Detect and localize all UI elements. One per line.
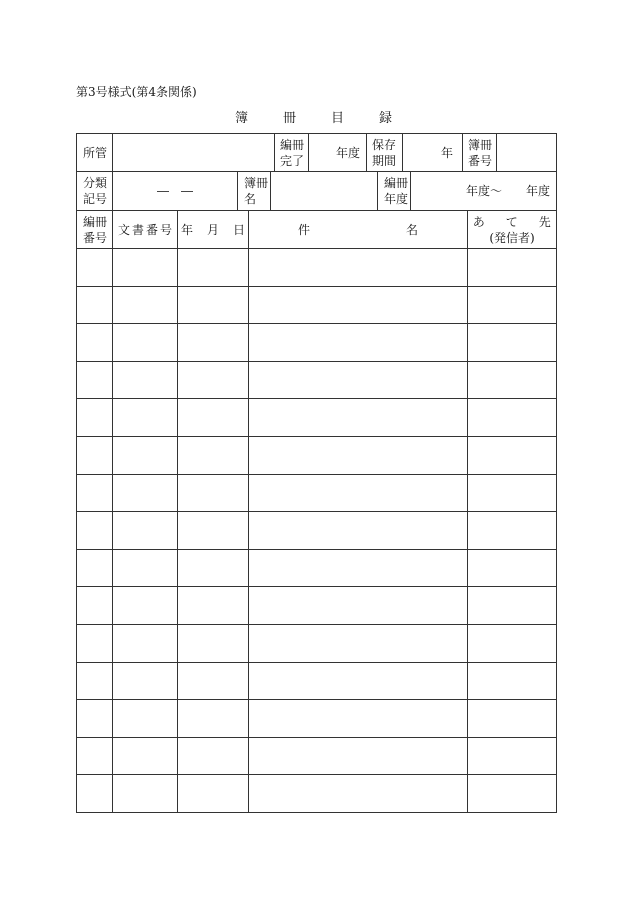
classification-code-value: ― ― [113, 172, 238, 211]
label-line: 名 [244, 192, 257, 206]
cell-addressee [468, 549, 557, 587]
cell-document-number [113, 361, 178, 399]
table-row [77, 775, 557, 813]
cell-subject [249, 624, 468, 662]
cell-document-number [113, 399, 178, 437]
table-row [77, 737, 557, 775]
summary-row [77, 134, 557, 172]
label-line: 期間 [372, 153, 397, 168]
cell-subject [249, 474, 468, 512]
cell-binder-number [77, 324, 113, 362]
cell-date [178, 587, 249, 625]
cell-document-number [113, 587, 178, 625]
cell-binder-number [77, 587, 113, 625]
cell-addressee [468, 474, 557, 512]
compilation-year-label [378, 172, 411, 211]
cell-addressee [468, 436, 557, 474]
col-header-binder-number [77, 211, 113, 249]
compilation-completed-label [275, 134, 309, 172]
cell-subject [249, 700, 468, 738]
table-row [77, 324, 557, 362]
classification-code-label [77, 172, 113, 211]
table-row [77, 361, 557, 399]
binder-number-value [497, 134, 557, 172]
cell-binder-number [77, 737, 113, 775]
label-line: 簿冊 [244, 176, 269, 190]
compilation-year-value: 年度～ 年度 [411, 172, 557, 211]
cell-binder-number [77, 361, 113, 399]
column-header-row [77, 211, 557, 249]
cell-date [178, 474, 249, 512]
label-line: (発信者) [489, 230, 535, 245]
cell-binder-number [77, 700, 113, 738]
cell-addressee [468, 700, 557, 738]
cell-date [178, 737, 249, 775]
cell-binder-number [77, 249, 113, 287]
cell-document-number [113, 624, 178, 662]
cell-document-number [113, 737, 178, 775]
binder-number-label [463, 134, 497, 172]
label-line: 記号 [83, 192, 108, 206]
cell-binder-number [77, 775, 113, 813]
cell-date [178, 286, 249, 324]
summary-row-1 [76, 133, 557, 172]
cell-date [178, 361, 249, 399]
table-row [77, 512, 557, 550]
col-header-document-number: 文書番号 [113, 211, 178, 249]
cell-addressee [468, 286, 557, 324]
cell-document-number [113, 286, 178, 324]
cell-addressee [468, 737, 557, 775]
cell-binder-number [77, 286, 113, 324]
cell-date [178, 249, 249, 287]
cell-subject [249, 549, 468, 587]
cell-subject [249, 249, 468, 287]
cell-subject [249, 662, 468, 700]
cell-document-number [113, 775, 178, 813]
document-title: 簿 冊 目 録 [235, 111, 404, 126]
cell-document-number [113, 549, 178, 587]
summary-row-2 [76, 171, 557, 211]
label-line: 分類 [83, 176, 108, 190]
label-line: 編冊 [280, 137, 305, 152]
cell-addressee [468, 775, 557, 813]
table-row [77, 700, 557, 738]
label-line: 番号 [83, 230, 108, 245]
cell-subject [249, 775, 468, 813]
cell-date [178, 662, 249, 700]
label-line: 完了 [280, 153, 305, 168]
table-row [77, 436, 557, 474]
jurisdiction-value [113, 134, 275, 172]
cell-addressee [468, 361, 557, 399]
summary-row [77, 172, 557, 211]
table-row [77, 474, 557, 512]
label-line: 保存 [372, 137, 397, 152]
cell-subject [249, 512, 468, 550]
retention-period-label [367, 134, 403, 172]
cell-subject [249, 587, 468, 625]
cell-subject [249, 737, 468, 775]
cell-binder-number [77, 512, 113, 550]
binder-name-label [238, 172, 271, 211]
table-row [77, 549, 557, 587]
cell-date [178, 624, 249, 662]
col-header-addressee [468, 211, 557, 249]
cell-date [178, 324, 249, 362]
cell-date [178, 399, 249, 437]
jurisdiction-label: 所管 [77, 134, 113, 172]
binder-catalog-form [76, 133, 556, 813]
catalog-table [76, 210, 557, 813]
cell-document-number [113, 436, 178, 474]
cell-document-number [113, 474, 178, 512]
label-line: 番号 [468, 153, 493, 168]
cell-addressee [468, 587, 557, 625]
cell-addressee [468, 399, 557, 437]
cell-date [178, 512, 249, 550]
cell-document-number [113, 249, 178, 287]
retention-period-value: 年 [403, 134, 463, 172]
cell-date [178, 436, 249, 474]
cell-binder-number [77, 662, 113, 700]
col-header-date: 年 月 日 [178, 211, 249, 249]
cell-document-number [113, 512, 178, 550]
label-line: 編冊 [83, 214, 108, 229]
table-row [77, 249, 557, 287]
cell-subject [249, 361, 468, 399]
cell-binder-number [77, 399, 113, 437]
cell-addressee [468, 624, 557, 662]
label-line: あ て 先 [472, 214, 556, 229]
cell-date [178, 775, 249, 813]
cell-addressee [468, 324, 557, 362]
binder-name-value [271, 172, 378, 211]
cell-binder-number [77, 436, 113, 474]
cell-document-number [113, 662, 178, 700]
cell-addressee [468, 249, 557, 287]
label-line: 年度 [384, 192, 409, 206]
table-row [77, 286, 557, 324]
table-row [77, 624, 557, 662]
label-line: 編冊 [384, 176, 409, 190]
cell-addressee [468, 662, 557, 700]
table-row [77, 399, 557, 437]
cell-date [178, 549, 249, 587]
cell-subject [249, 436, 468, 474]
col-header-subject: 件 名 [249, 211, 468, 249]
cell-document-number [113, 324, 178, 362]
cell-date [178, 700, 249, 738]
cell-subject [249, 286, 468, 324]
compilation-completed-value: 年度 [309, 134, 367, 172]
table-row [77, 662, 557, 700]
cell-binder-number [77, 474, 113, 512]
table-row [77, 587, 557, 625]
label-line: 簿冊 [468, 137, 493, 152]
table-body [77, 249, 557, 813]
cell-binder-number [77, 624, 113, 662]
form-number: 第3号様式(第4条関係) [76, 85, 197, 99]
cell-document-number [113, 700, 178, 738]
cell-binder-number [77, 549, 113, 587]
cell-subject [249, 399, 468, 437]
cell-subject [249, 324, 468, 362]
cell-addressee [468, 512, 557, 550]
